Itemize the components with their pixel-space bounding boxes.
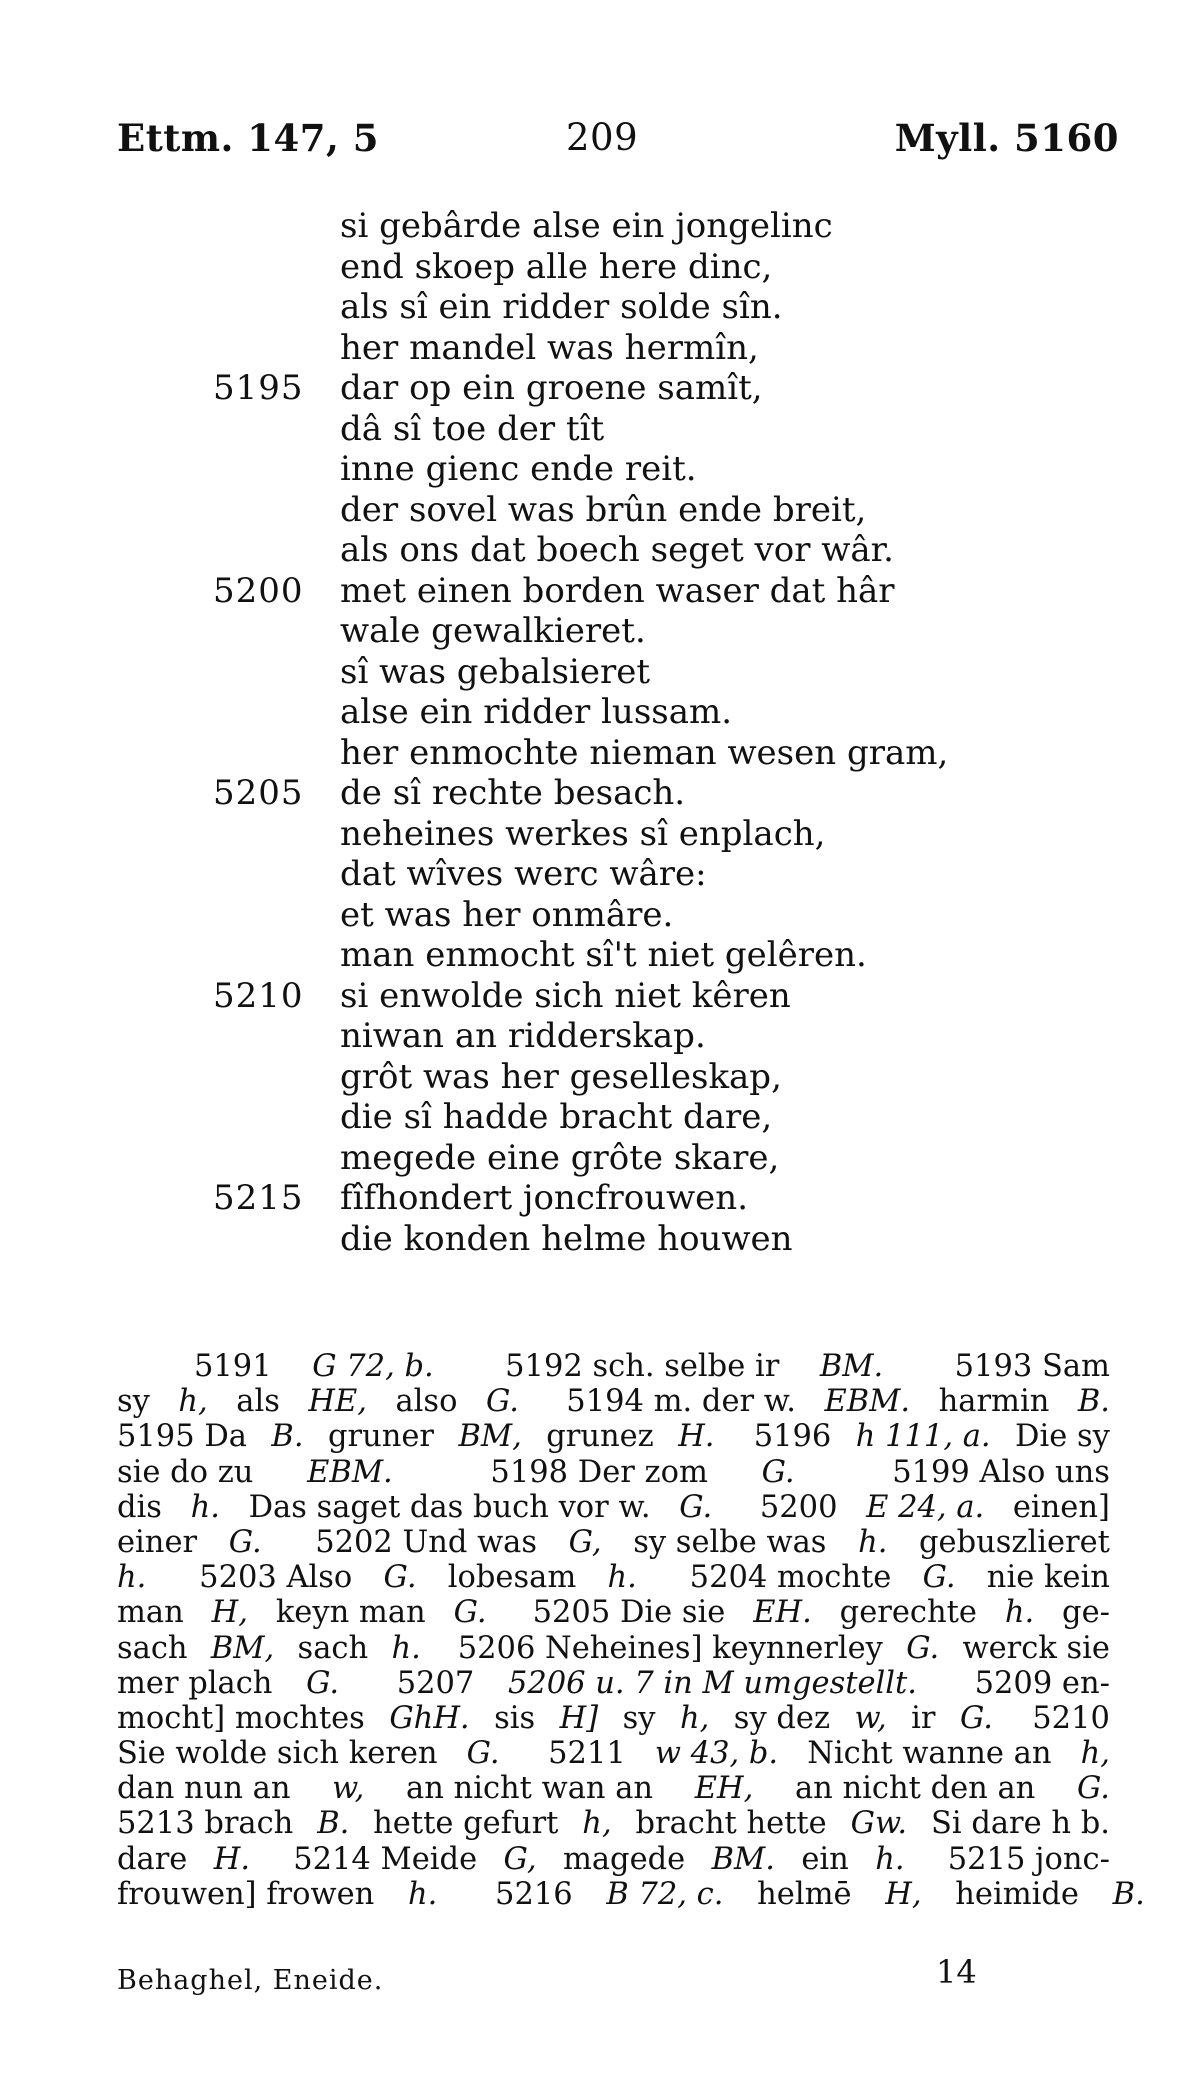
siglum: H, [885, 1876, 922, 1912]
apparatus-line [117, 1736, 1110, 1771]
apparatus-text: keyn man [266, 1595, 436, 1631]
siglum: h. [607, 1560, 637, 1596]
verse-text-line: als sî ein ridder solde sîn. [340, 287, 783, 327]
verse-line [0, 246, 1200, 288]
apparatus-line [117, 1419, 1110, 1454]
apparatus-text [363, 1666, 373, 1701]
critical-apparatus [117, 1349, 1145, 1912]
verse-line [0, 367, 1200, 409]
siglum: B 72, c. [606, 1876, 724, 1912]
verse-line [0, 1056, 1200, 1098]
apparatus-text: ein [791, 1841, 859, 1877]
apparatus-line [117, 1560, 1110, 1595]
siglum: G. [306, 1665, 340, 1701]
apparatus-line [117, 1771, 1110, 1806]
apparatus-text [941, 1666, 951, 1701]
apparatus-text: sy selbe was [623, 1524, 837, 1560]
siglum: HE, [308, 1384, 367, 1420]
apparatus-text: 5210 [1032, 1700, 1110, 1736]
apparatus-text: dan nun an [117, 1771, 301, 1807]
verse-text-line: grôt was her geselleskap, [340, 1056, 782, 1097]
apparatus-text [658, 1560, 668, 1595]
apparatus-text: Nicht wanne an [797, 1736, 1062, 1772]
siglum: h. [117, 1560, 147, 1596]
apparatus-text: dis [117, 1489, 172, 1525]
verse-text-line: her mandel was hermîn, [340, 327, 759, 368]
verse-text-line: sî was gebalsieret [340, 651, 651, 692]
apparatus-text [284, 1525, 294, 1560]
apparatus-text: Si dare h b. [921, 1806, 1110, 1842]
verse-line [0, 853, 1200, 895]
verse-text-line: man enmocht sî't niet gelêren. [340, 935, 867, 975]
siglum: h. [190, 1489, 220, 1525]
apparatus-text: 5202 Und was [315, 1524, 547, 1560]
siglum: BM. [819, 1349, 884, 1384]
verse-line [0, 975, 1200, 1017]
verse-text-line: inne gienc ende reit. [340, 449, 697, 489]
apparatus-text: werck sie [952, 1630, 1110, 1666]
line-number: 5195 [213, 368, 304, 408]
line-number: 5200 [213, 570, 304, 611]
verse-text-line: dâ sî toe der tît [340, 408, 605, 449]
siglum: G. [1076, 1771, 1110, 1807]
verse-line [0, 286, 1200, 328]
verse-line [0, 651, 1200, 693]
apparatus-text: nie kein [977, 1560, 1110, 1596]
siglum: BM, [458, 1419, 522, 1455]
apparatus-line [117, 1701, 1110, 1736]
apparatus-text [731, 1490, 741, 1525]
siglum: B. [1112, 1876, 1145, 1912]
siglum: EBM. [307, 1454, 393, 1490]
siglum: H] [559, 1700, 599, 1736]
apparatus-text: sach [117, 1630, 198, 1666]
line-number: 5215 [213, 1178, 304, 1218]
apparatus-text [461, 1877, 471, 1912]
siglum: h, [582, 1806, 612, 1842]
apparatus-text: 5211 [548, 1736, 636, 1772]
siglum: h, [679, 1700, 710, 1736]
siglum: G. [383, 1560, 417, 1596]
apparatus-text: 5213 brach [117, 1806, 304, 1842]
apparatus-text: 5209 en- [974, 1665, 1110, 1701]
verse-text-line: wale gewalkieret. [340, 611, 646, 651]
apparatus-text: 5198 Der zom [490, 1454, 718, 1490]
apparatus-text [168, 1560, 178, 1595]
page-number: 209 [566, 116, 639, 159]
verse-line [0, 448, 1200, 490]
apparatus-text: 5200 [759, 1489, 848, 1525]
siglum: w 43, b. [654, 1736, 779, 1772]
apparatus-text: gebuszlieret [909, 1524, 1110, 1560]
apparatus-text: 5214 Meide [293, 1841, 487, 1877]
apparatus-line [117, 1525, 1110, 1560]
apparatus-text: sis [484, 1700, 545, 1736]
apparatus-text: 5215 jonc- [947, 1841, 1110, 1877]
apparatus-text: mer plach [117, 1665, 283, 1701]
apparatus-text: 5193 Sam [954, 1349, 1110, 1384]
apparatus-text: heimide [945, 1876, 1089, 1912]
verse-line [0, 813, 1200, 855]
apparatus-text: 5203 Also [199, 1560, 362, 1596]
siglum: G. [228, 1524, 262, 1560]
verse-line [0, 1096, 1200, 1138]
verse-text-line: dat wîves werc wâre: [340, 854, 707, 894]
apparatus-text: sach [287, 1630, 378, 1666]
apparatus-text [839, 1455, 849, 1490]
apparatus-text [921, 1842, 931, 1877]
siglum: B. [1077, 1384, 1110, 1420]
apparatus-line [117, 1842, 1110, 1877]
verse-text-line: als ons dat boech seget vor wâr. [340, 530, 894, 570]
apparatus-text: gruner [318, 1419, 444, 1455]
verse-text-line: de sî rechte besach. [340, 773, 686, 813]
siglum: G, [503, 1841, 537, 1877]
siglum: B. [317, 1806, 350, 1842]
apparatus-text: 5199 Also uns [892, 1454, 1110, 1490]
siglum: w, [332, 1771, 365, 1807]
apparatus-line [117, 1490, 1110, 1525]
verse-line [0, 732, 1200, 774]
apparatus-text: bracht hette [625, 1806, 837, 1842]
verse-text-line: der sovel was brûn ende breit, [340, 489, 867, 530]
verse-text-line: si enwolde sich niet kêren [340, 975, 791, 1016]
apparatus-text: 5216 [495, 1876, 583, 1912]
siglum: h, [1080, 1736, 1110, 1772]
footer-signature: Behaghel, Eneide. [117, 1965, 384, 1996]
apparatus-text: Das saget das buch vor w. [238, 1489, 661, 1525]
apparatus-text: harmin [928, 1384, 1060, 1420]
apparatus-text: grunez [536, 1419, 664, 1455]
apparatus-text: sie do zu [117, 1454, 264, 1490]
siglum: BM. [711, 1841, 775, 1877]
apparatus-text: ir [901, 1700, 946, 1736]
apparatus-text: hette gefurt [363, 1806, 569, 1842]
apparatus-text: als [226, 1384, 290, 1420]
apparatus-line [117, 1349, 1110, 1384]
apparatus-text [434, 1631, 444, 1666]
apparatus-text: ge- [1052, 1595, 1110, 1631]
apparatus-text [465, 1349, 475, 1384]
apparatus-text: an nicht wan an [396, 1771, 663, 1807]
apparatus-text: 5192 sch. selbe ir [505, 1349, 789, 1384]
line-number: 5205 [213, 773, 304, 813]
verse-text-line: si gebârde alse ein jongelinc [340, 206, 833, 246]
apparatus-text [538, 1384, 548, 1419]
verse-text-line: end skoep alle here dinc, [340, 246, 773, 287]
verse-line [0, 691, 1200, 733]
siglum: B. [271, 1419, 304, 1455]
apparatus-text: sy [117, 1384, 160, 1420]
verse-text-line: alse ein ridder lussam. [340, 692, 733, 732]
siglum: H. [678, 1419, 715, 1455]
apparatus-text: 5207 [396, 1665, 485, 1701]
siglum: G. [453, 1595, 487, 1631]
apparatus-text: helmē [747, 1876, 862, 1912]
verse-text-line: niwan an ridderskap. [340, 1016, 706, 1056]
apparatus-text: 5194 m. der w. [566, 1384, 806, 1420]
running-head-right: Myll. 5160 [894, 116, 1119, 160]
verse-line [0, 1015, 1200, 1057]
apparatus-text: magede [553, 1841, 695, 1877]
siglum: G. [466, 1736, 500, 1772]
line-number: 5210 [213, 975, 304, 1016]
siglum: EH, [694, 1771, 754, 1807]
siglum: G. [485, 1384, 519, 1420]
siglum: EBM. [824, 1384, 911, 1420]
verse-line [0, 529, 1200, 571]
apparatus-line [117, 1876, 1145, 1912]
apparatus-text: 5206 Neheines] keynnerley [457, 1630, 893, 1666]
apparatus-text [914, 1349, 924, 1384]
apparatus-line [117, 1631, 1110, 1666]
apparatus-text: Sie wolde sich keren [117, 1736, 448, 1772]
siglum: E 24, a. [866, 1489, 985, 1525]
apparatus-line [117, 1384, 1110, 1419]
apparatus-text: 5204 mochte [689, 1560, 901, 1596]
apparatus-text [519, 1736, 529, 1771]
verse-line [0, 489, 1200, 531]
siglum: BM, [210, 1630, 275, 1666]
siglum: H, [211, 1595, 248, 1631]
apparatus-text [505, 1595, 515, 1630]
siglum: Gw. [850, 1806, 908, 1842]
apparatus-text: Die sy [1005, 1419, 1110, 1455]
apparatus-text: sy [612, 1700, 666, 1736]
apparatus-text [267, 1842, 277, 1877]
siglum: h, [178, 1384, 208, 1420]
verse-line [0, 327, 1200, 369]
verse-text-line: megede eine grôte skare, [340, 1137, 780, 1178]
verse-line [0, 934, 1200, 976]
apparatus-text: mocht] mochtes [117, 1700, 375, 1736]
running-head-left: Ettm. 147, 5 [117, 116, 380, 160]
apparatus-text: sy dez [724, 1700, 840, 1736]
verse-line [0, 894, 1200, 936]
apparatus-text: man [117, 1595, 194, 1631]
verse-line [0, 610, 1200, 652]
verse-text-line: her enmochte nieman wesen gram, [340, 732, 949, 773]
siglum: 5206 u. 7 in M umgestellt. [507, 1665, 917, 1701]
siglum: G. [960, 1700, 993, 1736]
verse-line [0, 408, 1200, 450]
verse-line [0, 1218, 1200, 1260]
apparatus-text: an nicht den an [785, 1771, 1046, 1807]
siglum: h 111, a. [855, 1419, 991, 1455]
verse-text-line: neheines werkes sî enplach, [340, 813, 826, 854]
apparatus-text: einer [117, 1524, 207, 1560]
verse-text-line: met einen borden waser dat hâr [340, 570, 895, 611]
apparatus-text: 5205 Die sie [532, 1595, 736, 1631]
apparatus-text: lobesam [438, 1560, 586, 1596]
verse-line [0, 1177, 1200, 1219]
apparatus-text: also [385, 1384, 468, 1420]
apparatus-text [1008, 1701, 1018, 1736]
apparatus-text: dare [117, 1841, 198, 1877]
apparatus-text [729, 1419, 739, 1454]
siglum: h. [858, 1524, 888, 1560]
verse-text-line: dar op ein groene samît, [340, 368, 763, 408]
apparatus-line [117, 1806, 1110, 1841]
apparatus-line [117, 1666, 1110, 1701]
apparatus-text: 5195 Da [117, 1419, 257, 1455]
verse-text-line: et was her onmâre. [340, 894, 674, 935]
apparatus-text: einen] [1003, 1489, 1110, 1525]
siglum: G 72, b. [312, 1349, 434, 1384]
apparatus-line [117, 1455, 1110, 1490]
verse-text-line: die konden helme houwen [340, 1218, 793, 1259]
siglum: h. [1004, 1595, 1035, 1631]
apparatus-text: 5191 [194, 1349, 282, 1384]
siglum: G. [679, 1489, 713, 1525]
verse-text-line: fîfhondert joncfrouwen. [340, 1178, 748, 1218]
siglum: G. [761, 1454, 795, 1490]
verse-line [0, 570, 1200, 612]
verse-line [0, 1137, 1200, 1179]
apparatus-text: frouwen] frowen [117, 1876, 384, 1912]
siglum: EH. [753, 1595, 812, 1631]
verse-line [0, 772, 1200, 814]
apparatus-text: gerechte [829, 1595, 987, 1631]
apparatus-text [437, 1455, 447, 1490]
apparatus-text: 5196 [753, 1419, 842, 1455]
siglum: h. [875, 1841, 905, 1877]
siglum: G. [922, 1560, 956, 1596]
siglum: H. [213, 1841, 251, 1877]
siglum: w, [854, 1700, 887, 1736]
signature-mark: 14 [936, 1953, 977, 1991]
siglum: G, [568, 1524, 602, 1560]
apparatus-line [117, 1595, 1110, 1630]
siglum: h. [408, 1876, 438, 1912]
siglum: GhH. [389, 1700, 470, 1736]
verse-text-line: die sî hadde bracht dare, [340, 1097, 773, 1137]
siglum: h. [391, 1630, 421, 1666]
verse-line [0, 205, 1200, 247]
siglum: G. [906, 1630, 940, 1666]
